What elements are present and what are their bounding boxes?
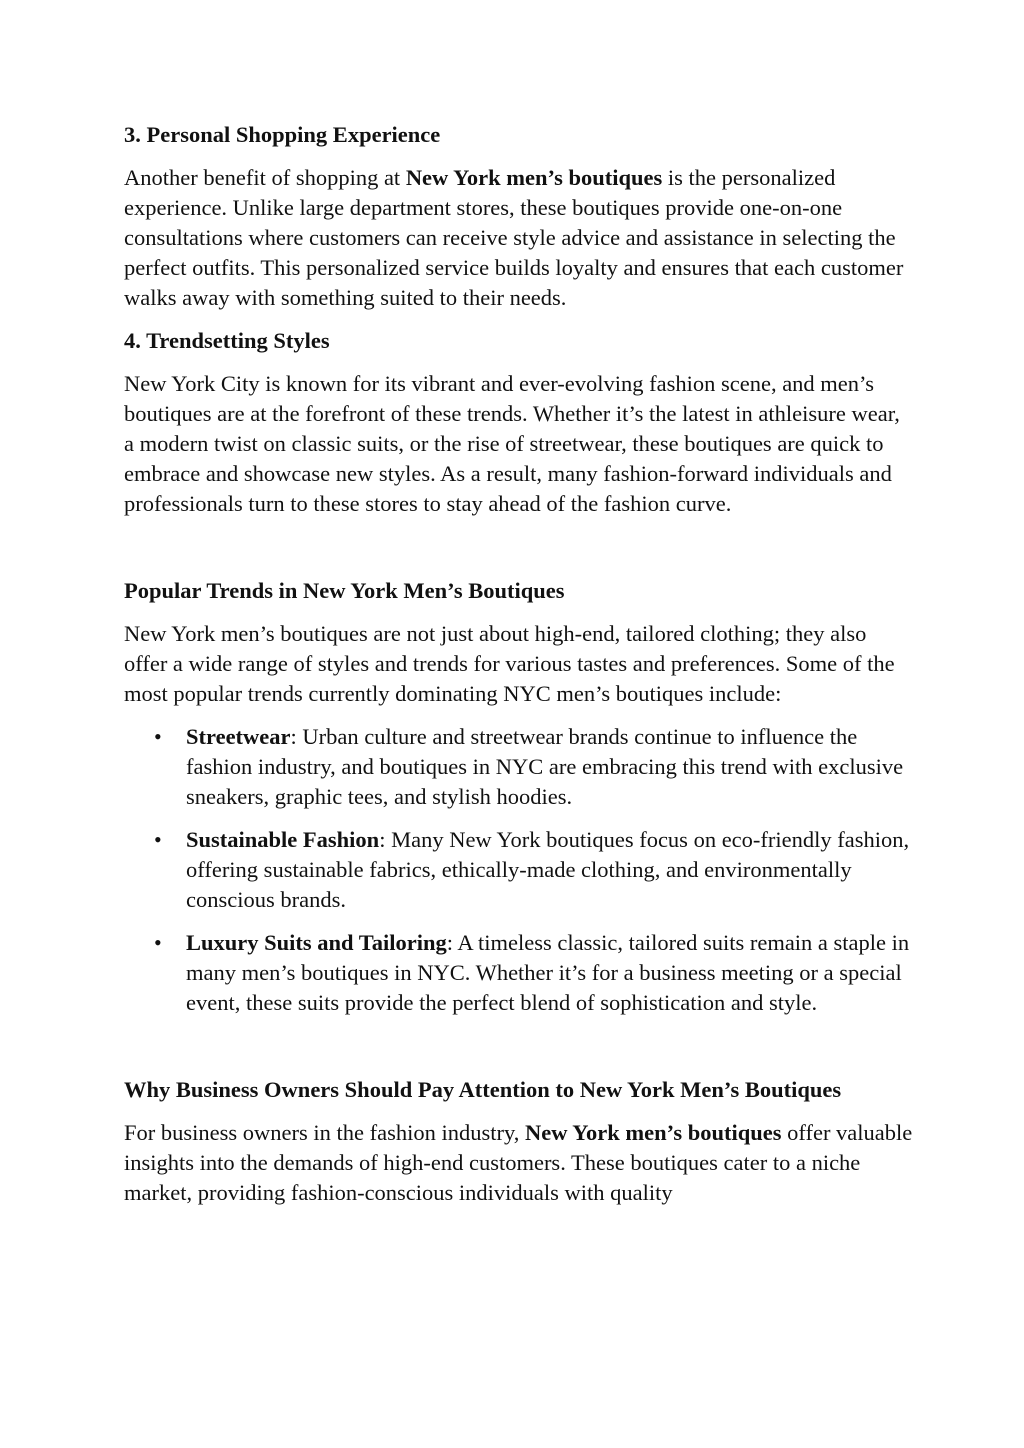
list-item (124, 722, 914, 812)
list-item-term: Streetwear (186, 724, 291, 749)
trend-list (124, 722, 914, 1018)
section-paragraph-personal-shopping (124, 163, 914, 313)
list-item (124, 928, 914, 1018)
list-item-text: : Urban culture and streetwear brands continue to influence the fashion industry, and boutiques in NYC are embracing this trend with exclusive sneakers, graphic tees, and stylish hoodies. (186, 724, 904, 809)
list-item-term: Sustainable Fashion (186, 827, 380, 852)
paragraph-text: offer valuable insights into the demands of high-end customers. These boutiques cater to a niche market, providing fashion-conscious individuals with quality (124, 1120, 913, 1205)
document-page (124, 119, 914, 1208)
bold-keyword: New York men’s boutiques (525, 1120, 782, 1145)
list-item (124, 825, 914, 915)
section-paragraph-trendsetting: New York City is known for its vibrant and ever-evolving fashion scene, and men’s boutiques are at the forefront of these trends. Whether it’s the latest in athleisure wear, a modern twist on classic suits, or the rise of streetwear, these boutiques are quick to embrace and showcase new styles. As a result, many fashion-forward individuals and professionals turn to these stores to stay ahead of the fashion curve. (124, 371, 900, 516)
section-paragraph-popular-trends: New York men’s boutiques are not just about high-end, tailored clothing; they also offer a wide range of styles and trends for various tastes and preferences. Some of the most popular trends currently dominating NYC men’s boutiques include: (124, 621, 895, 706)
list-item-text: : A timeless classic, tailored suits remain a staple in many men’s boutiques in NYC. Whether it’s for a business meeting or a special event, these suits provide the perfect blend of sophistication and style. (186, 930, 910, 1015)
paragraph-text: For business owners in the fashion industry, (124, 1120, 526, 1145)
bullet-icon: • (154, 827, 162, 852)
list-item-term: Luxury Suits and Tailoring (186, 930, 447, 955)
list-item-text: : Many New York boutiques focus on eco-friendly fashion, offering sustainable fabrics, ethically-made clothing, and environmentally conscious brands. (186, 827, 910, 912)
bold-keyword: New York men’s boutiques (405, 165, 663, 190)
section-heading-business-owners: Why Business Owners Should Pay Attention to New York Men’s Boutiques (124, 1077, 842, 1102)
paragraph-text: Another benefit of shopping at (124, 165, 406, 190)
section-heading-popular-trends: Popular Trends in New York Men’s Boutiques (124, 578, 565, 603)
section-heading-personal-shopping: 3. Personal Shopping Experience (124, 122, 441, 147)
paragraph-text: is the personalized experience. Unlike large department stores, these boutiques provide one-on-one consultations where customers can receive style advice and assistance in selecting the perfect outfits. This personalized service builds loyalty and ensures that each customer walks away with something suited to their needs. (124, 165, 904, 310)
section-paragraph-business-owners (124, 1118, 914, 1208)
bullet-icon: • (154, 930, 162, 955)
bullet-icon: • (154, 724, 162, 749)
section-heading-trendsetting: 4. Trendsetting Styles (124, 328, 330, 353)
